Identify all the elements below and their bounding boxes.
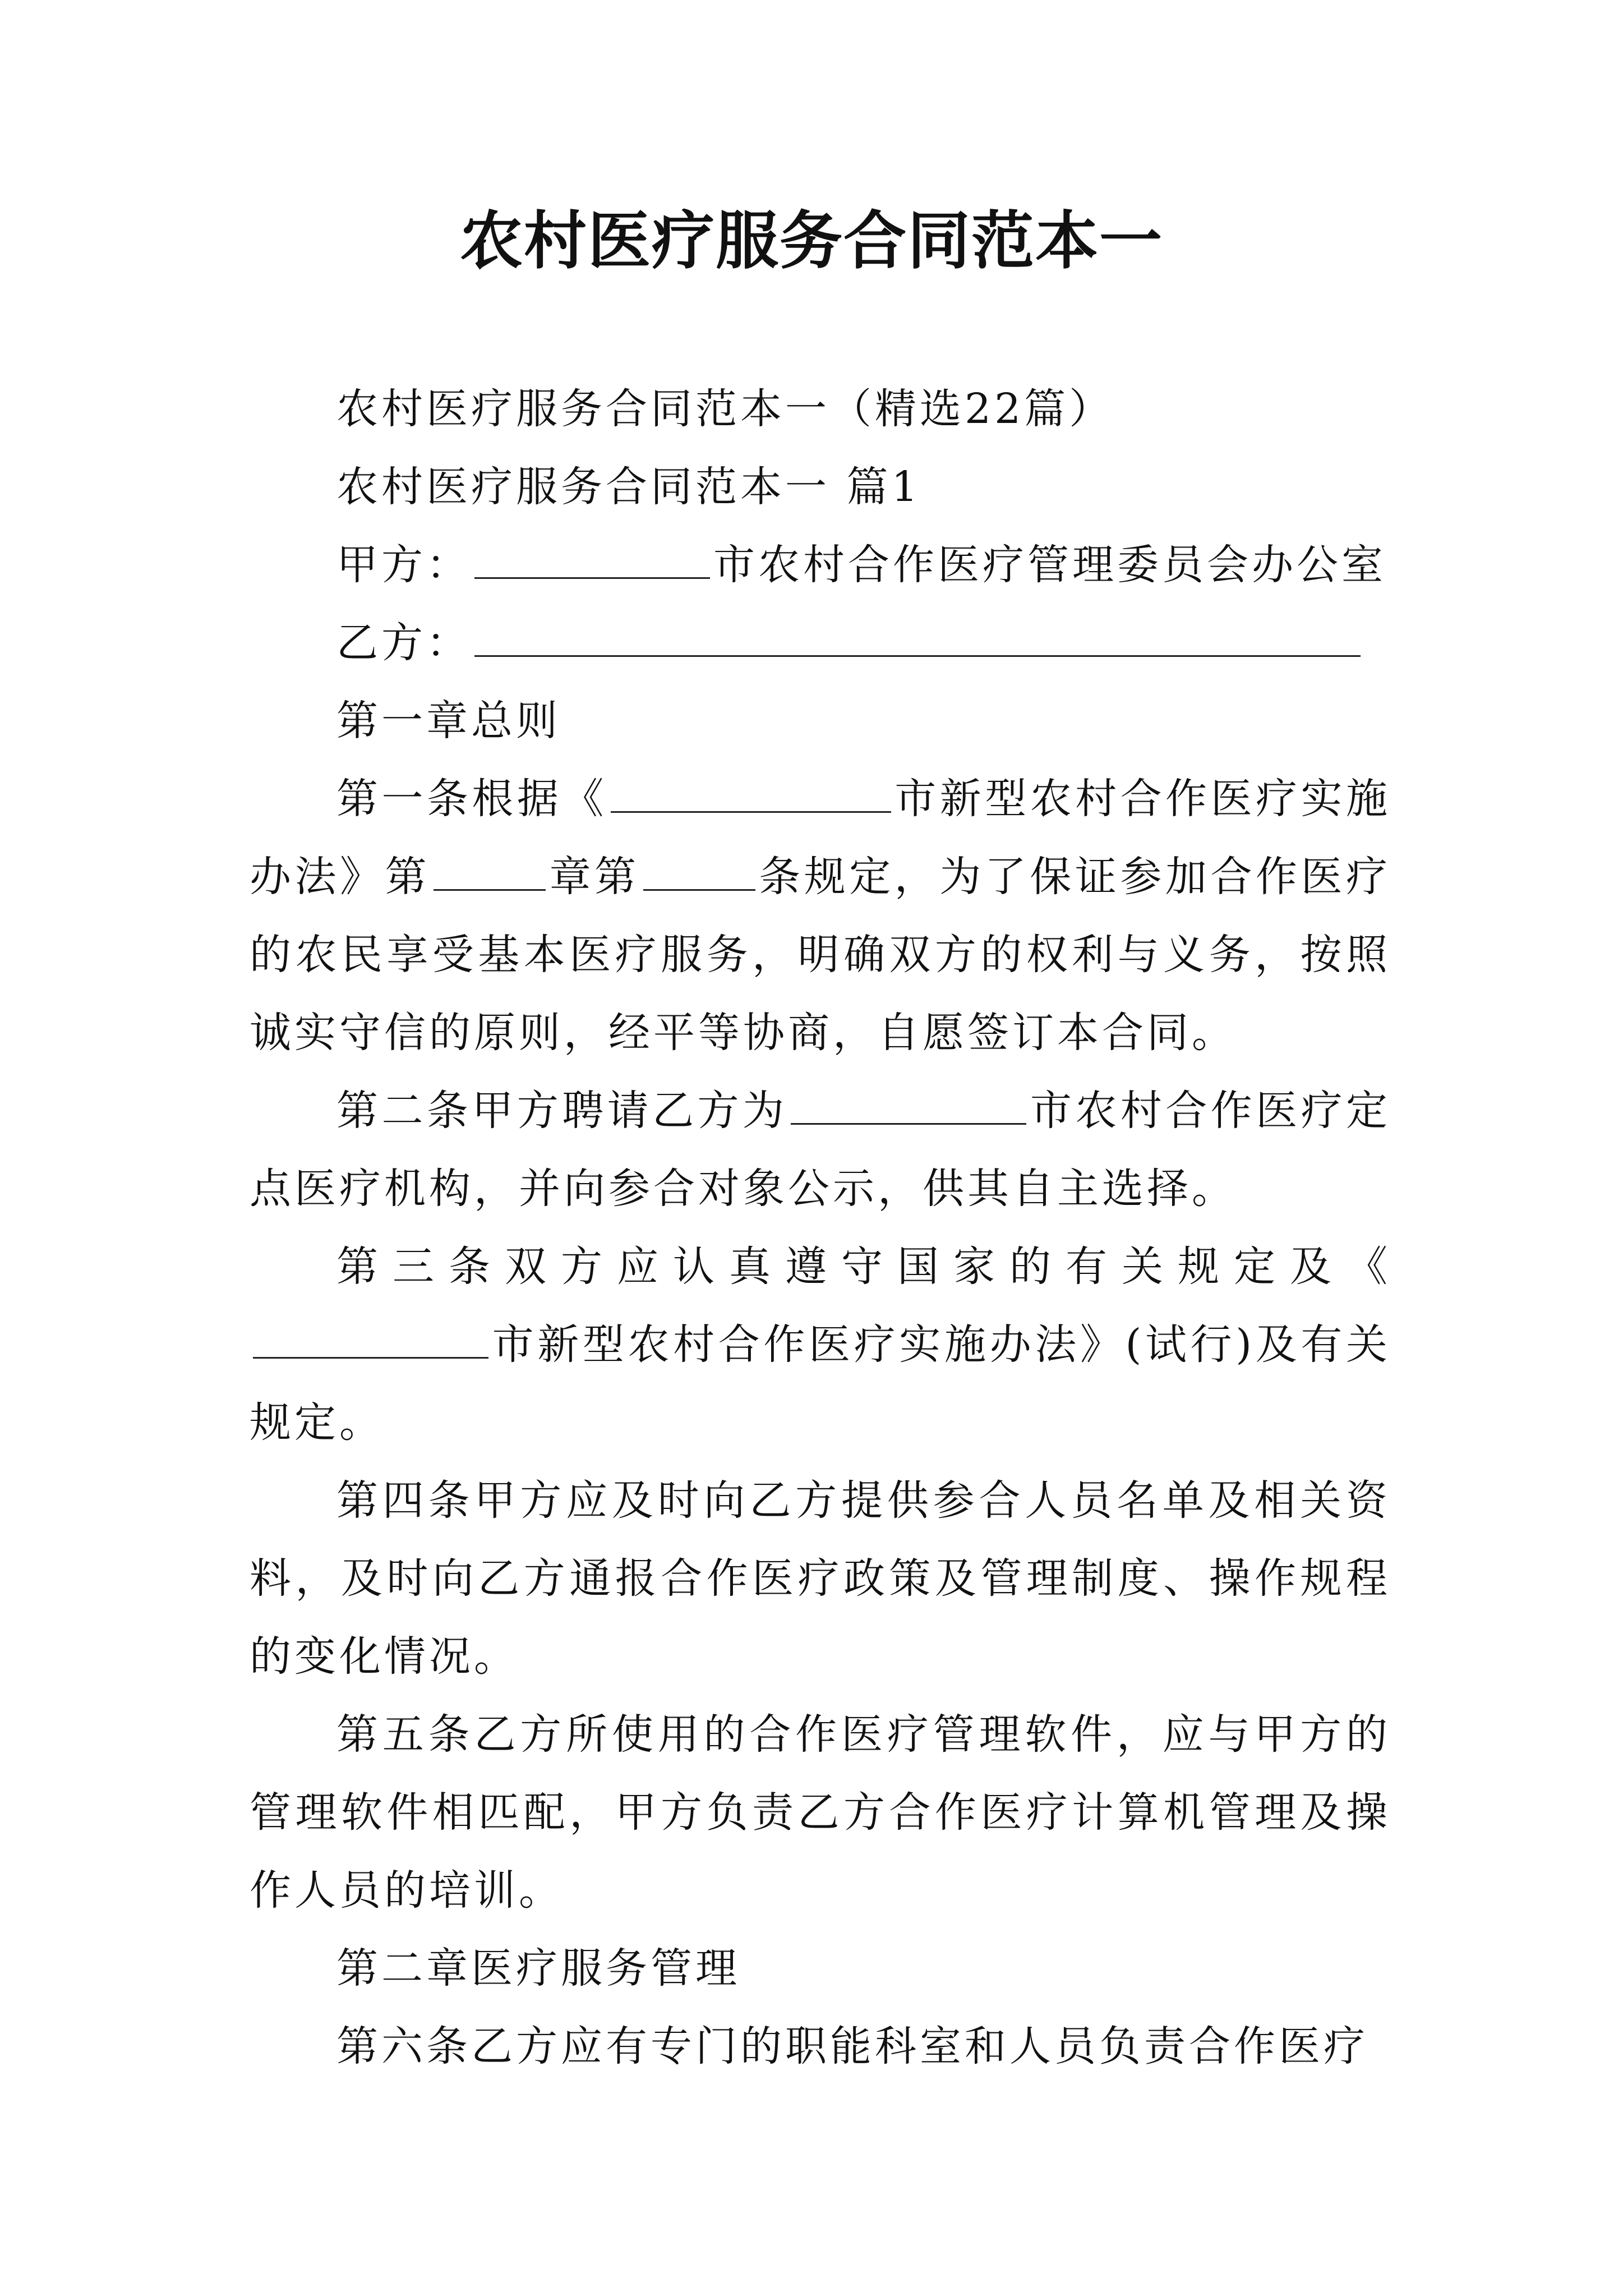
article-2: 第二条甲方聘请乙方为 市农村合作医疗定点医疗机构，并向参合对象公示，供其自主选择。 (250, 1087, 1391, 1213)
article-6: 第六条乙方应有专门的职能科室和人员负责合作医疗 (336, 2022, 1368, 2070)
article-1-article-blank (643, 855, 755, 891)
party-a-line (250, 526, 1391, 604)
article-1-chapter-blank (434, 855, 546, 891)
article-1-city-blank (611, 777, 891, 813)
party-a-suffix: 市农村合作医疗管理委员会办公室 (713, 541, 1386, 589)
party-b-blank (474, 622, 1361, 657)
section-heading: 农村医疗服务合同范本一 篇1 (336, 463, 921, 511)
article-4: 第四条甲方应及时向乙方提供参合人员名单及相关资料，及时向乙方通报合作医疗政策及管理制度、操作规程的变化情况。 (250, 1476, 1391, 1681)
article-2-blank (791, 1089, 1026, 1125)
party-b-line (250, 604, 1391, 682)
document-title: 农村医疗服务合同范本一 (460, 205, 1163, 278)
article-3: 第三条双方应认真遵守国家的有关规定及《市新型农村合作医疗实施办法》(试行)及有关规定。 (250, 1243, 1391, 1447)
subtitle: 农村医疗服务合同范本一（精选22篇） (336, 385, 1114, 433)
article-3-blank (253, 1323, 488, 1359)
party-a-blank (474, 544, 710, 579)
chapter-2-heading: 第二章医疗服务管理 (336, 1944, 740, 1993)
article-1: 第一条根据《 市新型农村合作医疗实施办法》第 章第 条规定，为了保证参加合作医疗的农民享受基本医疗服务，明确双方的权利与义务，按照诚实守信的原则，经平等协商，自愿签订本合同。 (250, 775, 1391, 1057)
party-a-label: 甲方： (336, 541, 471, 589)
chapter-1-heading: 第一章总则 (336, 697, 561, 745)
document-body (250, 370, 1391, 2086)
party-b-label: 乙方： (336, 619, 471, 667)
article-5: 第五条乙方所使用的合作医疗管理软件，应与甲方的管理软件相匹配，甲方负责乙方合作医疗计算机管理及操作人员的培训。 (250, 1710, 1391, 1915)
